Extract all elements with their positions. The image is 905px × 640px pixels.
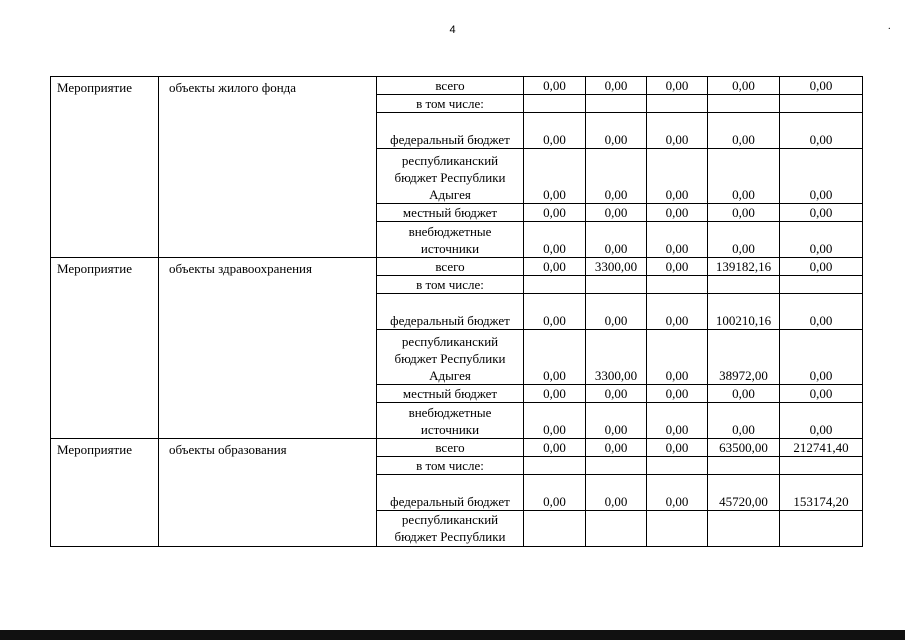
funding-source-cell: в том числе: bbox=[377, 457, 524, 475]
amount-cell: 0,00 bbox=[524, 475, 586, 511]
amount-cell bbox=[647, 95, 708, 113]
amount-cell: 0,00 bbox=[586, 403, 647, 439]
funding-source-cell: местный бюджет bbox=[377, 385, 524, 403]
funding-source-cell: федеральный бюджет bbox=[377, 475, 524, 511]
measure-type-cell: Мероприятие bbox=[51, 258, 159, 439]
amount-cell bbox=[586, 457, 647, 475]
amount-cell: 38972,00 bbox=[708, 330, 780, 385]
amount-cell: 0,00 bbox=[647, 294, 708, 330]
amount-cell: 0,00 bbox=[708, 204, 780, 222]
amount-cell bbox=[524, 457, 586, 475]
amount-cell: 0,00 bbox=[780, 77, 863, 95]
amount-cell: 0,00 bbox=[708, 113, 780, 149]
measure-type-cell: Мероприятие bbox=[51, 77, 159, 258]
amount-cell: 0,00 bbox=[647, 475, 708, 511]
amount-cell bbox=[586, 511, 647, 547]
object-name-cell: объекты здравоохранения bbox=[159, 258, 377, 439]
amount-cell bbox=[780, 511, 863, 547]
amount-cell: 0,00 bbox=[524, 330, 586, 385]
funding-table bbox=[50, 76, 863, 547]
amount-cell: 0,00 bbox=[524, 294, 586, 330]
amount-cell bbox=[647, 276, 708, 294]
amount-cell: 0,00 bbox=[708, 385, 780, 403]
amount-cell bbox=[586, 276, 647, 294]
amount-cell bbox=[708, 511, 780, 547]
amount-cell: 0,00 bbox=[647, 77, 708, 95]
funding-source-cell: всего bbox=[377, 258, 524, 276]
amount-cell: 0,00 bbox=[524, 403, 586, 439]
amount-cell: 0,00 bbox=[708, 403, 780, 439]
amount-cell bbox=[524, 276, 586, 294]
amount-cell: 0,00 bbox=[647, 330, 708, 385]
amount-cell: 100210,16 bbox=[708, 294, 780, 330]
amount-cell: 3300,00 bbox=[586, 330, 647, 385]
table-row bbox=[51, 439, 863, 457]
table-row bbox=[51, 258, 863, 276]
amount-cell: 0,00 bbox=[647, 439, 708, 457]
funding-source-cell: в том числе: bbox=[377, 276, 524, 294]
amount-cell bbox=[780, 457, 863, 475]
funding-source-cell: федеральный бюджет bbox=[377, 294, 524, 330]
amount-cell bbox=[524, 95, 586, 113]
funding-source-cell: внебюджетные источники bbox=[377, 222, 524, 258]
amount-cell: 0,00 bbox=[780, 258, 863, 276]
amount-cell bbox=[647, 457, 708, 475]
funding-source-cell: в том числе: bbox=[377, 95, 524, 113]
amount-cell: 0,00 bbox=[524, 222, 586, 258]
amount-cell: 0,00 bbox=[780, 149, 863, 204]
amount-cell: 0,00 bbox=[647, 385, 708, 403]
table-body bbox=[51, 77, 863, 547]
object-name-cell: объекты жилого фонда bbox=[159, 77, 377, 258]
amount-cell: 0,00 bbox=[780, 385, 863, 403]
amount-cell: 0,00 bbox=[647, 403, 708, 439]
amount-cell: 139182,16 bbox=[708, 258, 780, 276]
amount-cell: 0,00 bbox=[780, 294, 863, 330]
amount-cell: 0,00 bbox=[647, 222, 708, 258]
amount-cell: 0,00 bbox=[708, 77, 780, 95]
table-row bbox=[51, 77, 863, 95]
funding-source-cell: республиканский бюджет Республики bbox=[377, 511, 524, 547]
amount-cell: 0,00 bbox=[586, 475, 647, 511]
amount-cell: 0,00 bbox=[586, 77, 647, 95]
amount-cell bbox=[708, 276, 780, 294]
amount-cell: 0,00 bbox=[647, 113, 708, 149]
amount-cell: 0,00 bbox=[780, 403, 863, 439]
amount-cell: 0,00 bbox=[780, 113, 863, 149]
amount-cell: 45720,00 bbox=[708, 475, 780, 511]
amount-cell bbox=[780, 276, 863, 294]
amount-cell: 0,00 bbox=[780, 204, 863, 222]
amount-cell: 0,00 bbox=[586, 113, 647, 149]
amount-cell: 0,00 bbox=[647, 204, 708, 222]
amount-cell: 0,00 bbox=[586, 439, 647, 457]
scan-edge-bar bbox=[0, 630, 905, 640]
amount-cell: 0,00 bbox=[586, 222, 647, 258]
funding-source-cell: всего bbox=[377, 439, 524, 457]
object-name-cell: объекты образования bbox=[159, 439, 377, 547]
funding-source-cell: местный бюджет bbox=[377, 204, 524, 222]
funding-source-cell: внебюджетные источники bbox=[377, 403, 524, 439]
amount-cell: 0,00 bbox=[586, 294, 647, 330]
amount-cell: 63500,00 bbox=[708, 439, 780, 457]
funding-source-cell: республиканский бюджет Республики Адыгея bbox=[377, 330, 524, 385]
amount-cell: 0,00 bbox=[524, 77, 586, 95]
amount-cell: 0,00 bbox=[524, 385, 586, 403]
funding-source-cell: федеральный бюджет bbox=[377, 113, 524, 149]
amount-cell: 0,00 bbox=[524, 113, 586, 149]
amount-cell: 0,00 bbox=[524, 149, 586, 204]
amount-cell: 0,00 bbox=[586, 149, 647, 204]
amount-cell: 0,00 bbox=[524, 204, 586, 222]
funding-source-cell: республиканский бюджет Республики Адыгея bbox=[377, 149, 524, 204]
amount-cell bbox=[647, 511, 708, 547]
funding-source-cell: всего bbox=[377, 77, 524, 95]
amount-cell: 153174,20 bbox=[780, 475, 863, 511]
amount-cell: 3300,00 bbox=[586, 258, 647, 276]
amount-cell: 212741,40 bbox=[780, 439, 863, 457]
amount-cell: 0,00 bbox=[586, 204, 647, 222]
amount-cell bbox=[708, 95, 780, 113]
amount-cell bbox=[586, 95, 647, 113]
measure-type-cell: Мероприятие bbox=[51, 439, 159, 547]
page-number: 4 bbox=[449, 24, 456, 36]
amount-cell: 0,00 bbox=[647, 149, 708, 204]
amount-cell: 0,00 bbox=[586, 385, 647, 403]
amount-cell: 0,00 bbox=[708, 149, 780, 204]
amount-cell: 0,00 bbox=[647, 258, 708, 276]
amount-cell bbox=[780, 95, 863, 113]
scan-mark: · bbox=[887, 24, 891, 35]
amount-cell: 0,00 bbox=[780, 222, 863, 258]
amount-cell: 0,00 bbox=[780, 330, 863, 385]
amount-cell: 0,00 bbox=[524, 439, 586, 457]
amount-cell: 0,00 bbox=[708, 222, 780, 258]
amount-cell bbox=[708, 457, 780, 475]
amount-cell: 0,00 bbox=[524, 258, 586, 276]
amount-cell bbox=[524, 511, 586, 547]
